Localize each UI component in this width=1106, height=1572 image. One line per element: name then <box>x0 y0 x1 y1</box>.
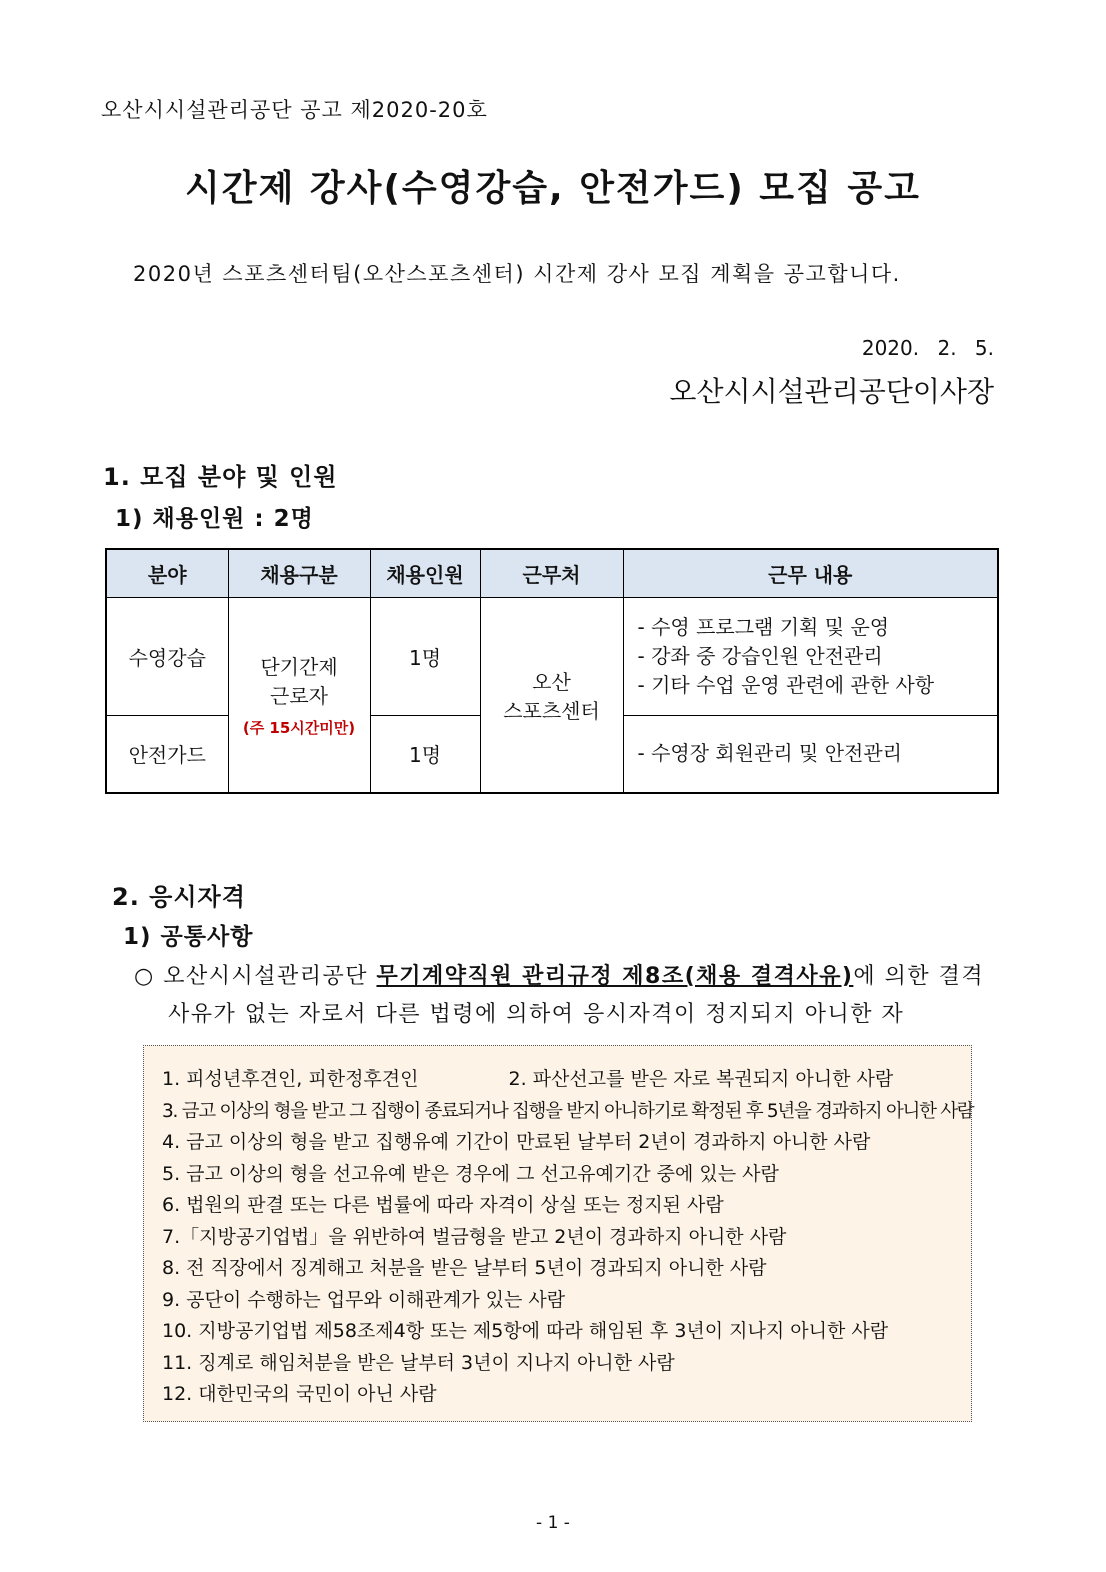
count-cell: 1명 <box>370 716 480 793</box>
issuer: 오산시시설관리공단이사장 <box>669 375 994 408</box>
common-qualification <box>134 958 984 1034</box>
list-item: 6. 법원의 판결 또는 다른 법률에 따라 자격이 상실 또는 정지된 사람 <box>162 1194 724 1216</box>
qualification-line2: 사유가 없는 자로서 다른 법령에 의하여 응시자격이 정지되지 아니한 자 <box>168 1002 905 1027</box>
notice-number: 오산시시설관리공단 공고 제2020-20호 <box>101 98 488 122</box>
col-header-duties: 근무 내용 <box>623 549 998 598</box>
col-header-count: 채용인원 <box>370 549 480 598</box>
table-row <box>106 598 998 716</box>
list-item: 3. 금고 이상의 형을 받고 그 집행이 종료되거나 집행을 받지 아니하기로 확정된 후 5년을 경과하지 아니한 사람 <box>162 1100 974 1122</box>
list-item: 5. 금고 이상의 형을 선고유예 받은 경우에 그 선고유예기간 중에 있는 사람 <box>162 1162 779 1185</box>
qualification-suffix: 에 의한 결격 <box>853 964 985 989</box>
employment-type-line1: 단기간제 <box>260 655 338 680</box>
list-item: 4. 금고 이상의 형을 받고 집행유예 기간이 만료된 날부터 2년이 경과하지 아니한 사람 <box>162 1131 871 1153</box>
section1-heading: 1. 모집 분야 및 인원 <box>103 463 338 491</box>
list-item: 12. 대한민국의 국민이 아닌 사람 <box>162 1383 437 1405</box>
list-item: 9. 공단이 수행하는 업무와 이해관계가 있는 사람 <box>162 1288 566 1311</box>
disqualification-box <box>143 1045 972 1422</box>
employment-type-line2: 근로자 <box>270 684 328 709</box>
employment-type-cell <box>228 598 370 793</box>
bullet-icon: ○ <box>134 964 155 989</box>
duty-item: - 강좌 중 강습인원 안전관리 <box>637 644 883 668</box>
col-header-field: 분야 <box>106 549 228 598</box>
disqualification-2: 2. 파산선고를 받은 자로 복권되지 아니한 사람 <box>508 1068 894 1090</box>
field-cell: 안전가드 <box>106 716 228 793</box>
page-number: - 1 - <box>536 1513 570 1533</box>
col-header-workplace: 근무처 <box>480 549 623 598</box>
table-header-row <box>106 549 998 598</box>
workplace-line1: 오산 <box>532 669 571 694</box>
section2-heading: 2. 응시자격 <box>112 883 246 911</box>
recruitment-table <box>105 548 999 794</box>
list-item <box>162 1064 971 1096</box>
announcement-date: 2020. 2. 5. <box>861 336 994 360</box>
count-cell: 1명 <box>370 598 480 716</box>
duty-item: - 수영 프로그램 기획 및 운영 <box>637 615 890 639</box>
duty-item: - 기타 수업 운영 관련에 관한 사항 <box>637 673 935 697</box>
disqualification-1: 1. 피성년후견인, 피한정후견인 <box>162 1068 419 1090</box>
col-header-employment-type: 채용구분 <box>228 549 370 598</box>
section1-subheading: 1) 채용인원 : 2명 <box>115 506 314 532</box>
duty-item: - 수영장 회원관리 및 안전관리 <box>637 741 902 766</box>
section2-subheading: 1) 공통사항 <box>123 924 254 950</box>
workplace-cell <box>480 598 623 793</box>
page-title: 시간제 강사(수영강습, 안전가드) 모집 공고 <box>185 168 921 209</box>
employment-note: (주 15시간미만) <box>242 719 356 738</box>
list-item: 8. 전 직장에서 징계해고 처분을 받은 날부터 5년이 경과되지 아니한 사람 <box>162 1257 767 1279</box>
duties-cell <box>623 598 998 716</box>
workplace-line2: 스포츠센터 <box>503 698 600 723</box>
field-cell: 수영강습 <box>106 598 228 716</box>
qualification-prefix: 오산시시설관리공단 <box>163 964 377 989</box>
regulation-reference: 무기계약직원 관리규정 제8조(채용 결격사유) <box>376 964 854 989</box>
list-item: 7.「지방공기업법」을 위반하여 벌금형을 받고 2년이 경과하지 아니한 사람 <box>162 1225 787 1248</box>
list-item: 11. 징계로 해임처분을 받은 날부터 3년이 지나지 아니한 사람 <box>162 1351 675 1374</box>
intro-text: 2020년 스포츠센터팀(오산스포츠센터) 시간제 강사 모집 계획을 공고합니다. <box>133 262 901 286</box>
list-item: 10. 지방공기업법 제58조제4항 또는 제5항에 따라 해임된 후 3년이 지나지 아니한 사람 <box>162 1320 889 1342</box>
duties-cell <box>623 716 998 793</box>
